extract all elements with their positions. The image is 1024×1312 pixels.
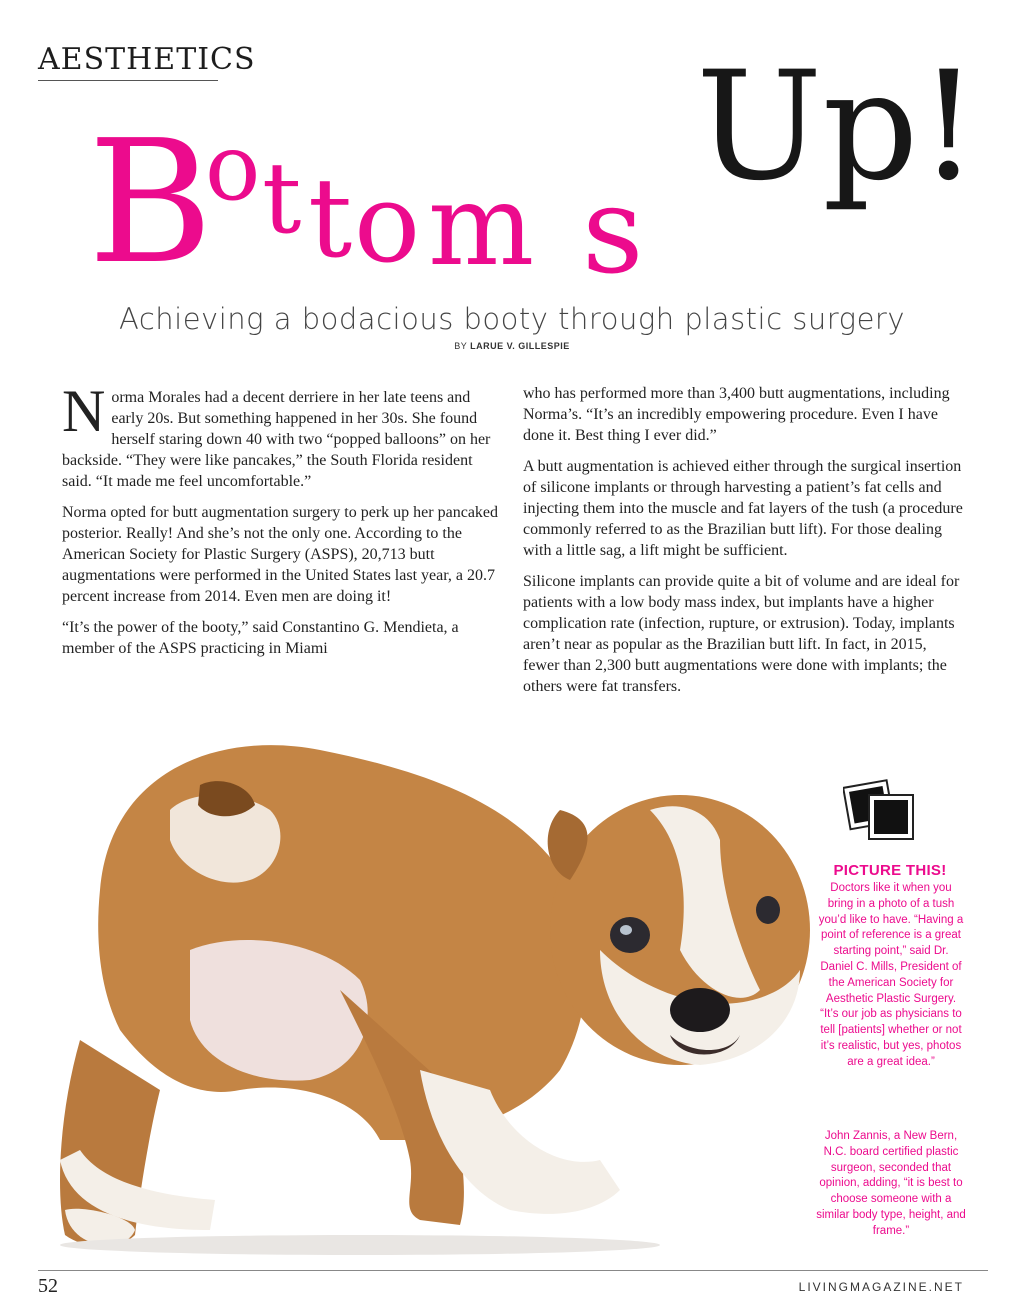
section-divider xyxy=(38,80,218,81)
title-letter-o1: o xyxy=(205,114,261,221)
article-subtitle: Achieving a bodacious booty through plastic surgery xyxy=(118,302,905,336)
paragraph-text: orma Morales had a decent derriere in her late teens and early 20s. But something happened in her 30s. She found herself staring down 40 with two “popped balloons” on her backside. “They were like pancakes,” the South Florida resident said. “It made me feel uncomfortable.” xyxy=(62,389,491,490)
site-url[interactable]: LIVINGMAGAZINE.NET xyxy=(798,1280,964,1294)
title-up: Up! xyxy=(696,40,979,214)
footer-divider xyxy=(38,1270,988,1271)
sidebar-paragraph: Doctors like it when you bring in a photo of a tush you’d like to have. “Having a point of reference is a great starting point,” said Dr. Daniel C. Mills, President of the American Society for Aesthetic Plastic Surgery. “It’s our job as physicians to tell [patients] whether or not it’s realistic, but yes, photos are a great idea.” xyxy=(818,882,964,1068)
byline xyxy=(0,341,1024,351)
sidebar-title: PICTURE THIS! xyxy=(833,862,947,879)
drop-cap: N xyxy=(62,378,106,444)
article-paragraph: who has performed more than 3,400 butt augmentations, including Norma’s. “It’s an incredibly empowering procedure. Even I have done it. Best thing I ever did.” xyxy=(523,385,950,444)
title-letter-m: m xyxy=(428,161,535,291)
article-paragraph: Norma opted for butt augmentation surgery to perk up her pancaked posterior. Really! And she’s not the only one. According to the American Society for Plastic Surgery (ASPS), 20,713 butt augmentations were performed in the United States last year, a 20.7 percent increase from 2014. Even men are doing it! xyxy=(62,504,499,605)
title-letter-t2: t xyxy=(308,154,353,282)
article-column-left xyxy=(62,378,502,669)
title-letter-s: s xyxy=(582,162,644,301)
byline-prefix: BY xyxy=(454,341,468,351)
article-paragraph: Silicone implants can provide quite a bit of volume and are ideal for patients with a low body mass index, but implants have a higher complication rate (infection, rupture, or extrusion). Today, implants aren’t near as popular as the Brazilian butt lift. In fact, in 2015, fewer than 2,300 butt augmentations were done with implants; the others were fat transfers. xyxy=(523,573,960,695)
article-paragraph: A butt augmentation is achieved either through the surgical insertion of silicone implants or through harvesting a patient’s fat cells and injecting them into the muscle and fat layers of the tush (a procedure commonly referred to as the Brazilian butt lift). For those dealing with a little sag, a lift might be sufficient. xyxy=(523,458,963,559)
photo-frames-icon xyxy=(843,777,923,847)
bulldog-puppy-photo xyxy=(40,690,820,1260)
title-letter-t1: t xyxy=(262,142,302,256)
title-letter-o2: o xyxy=(354,159,421,287)
title-letter-b: B xyxy=(88,104,213,302)
section-label: AESTHETICS xyxy=(38,42,256,77)
byline-author: LARUE V. GILLESPIE xyxy=(470,341,570,351)
sidebar-paragraph: John Zannis, a New Bern, N.C. board certified plastic surgeon, seconded that opinion, adding, “it is best to choose someone with a similar body type, height, and frame.” xyxy=(816,1130,966,1237)
page-number: 52 xyxy=(38,1275,58,1297)
article-column-right xyxy=(523,383,963,707)
article-paragraph xyxy=(62,378,502,492)
article-paragraph: “It’s the power of the booty,” said Constantino G. Mendieta, a member of the ASPS practicing in Miami xyxy=(62,619,459,657)
